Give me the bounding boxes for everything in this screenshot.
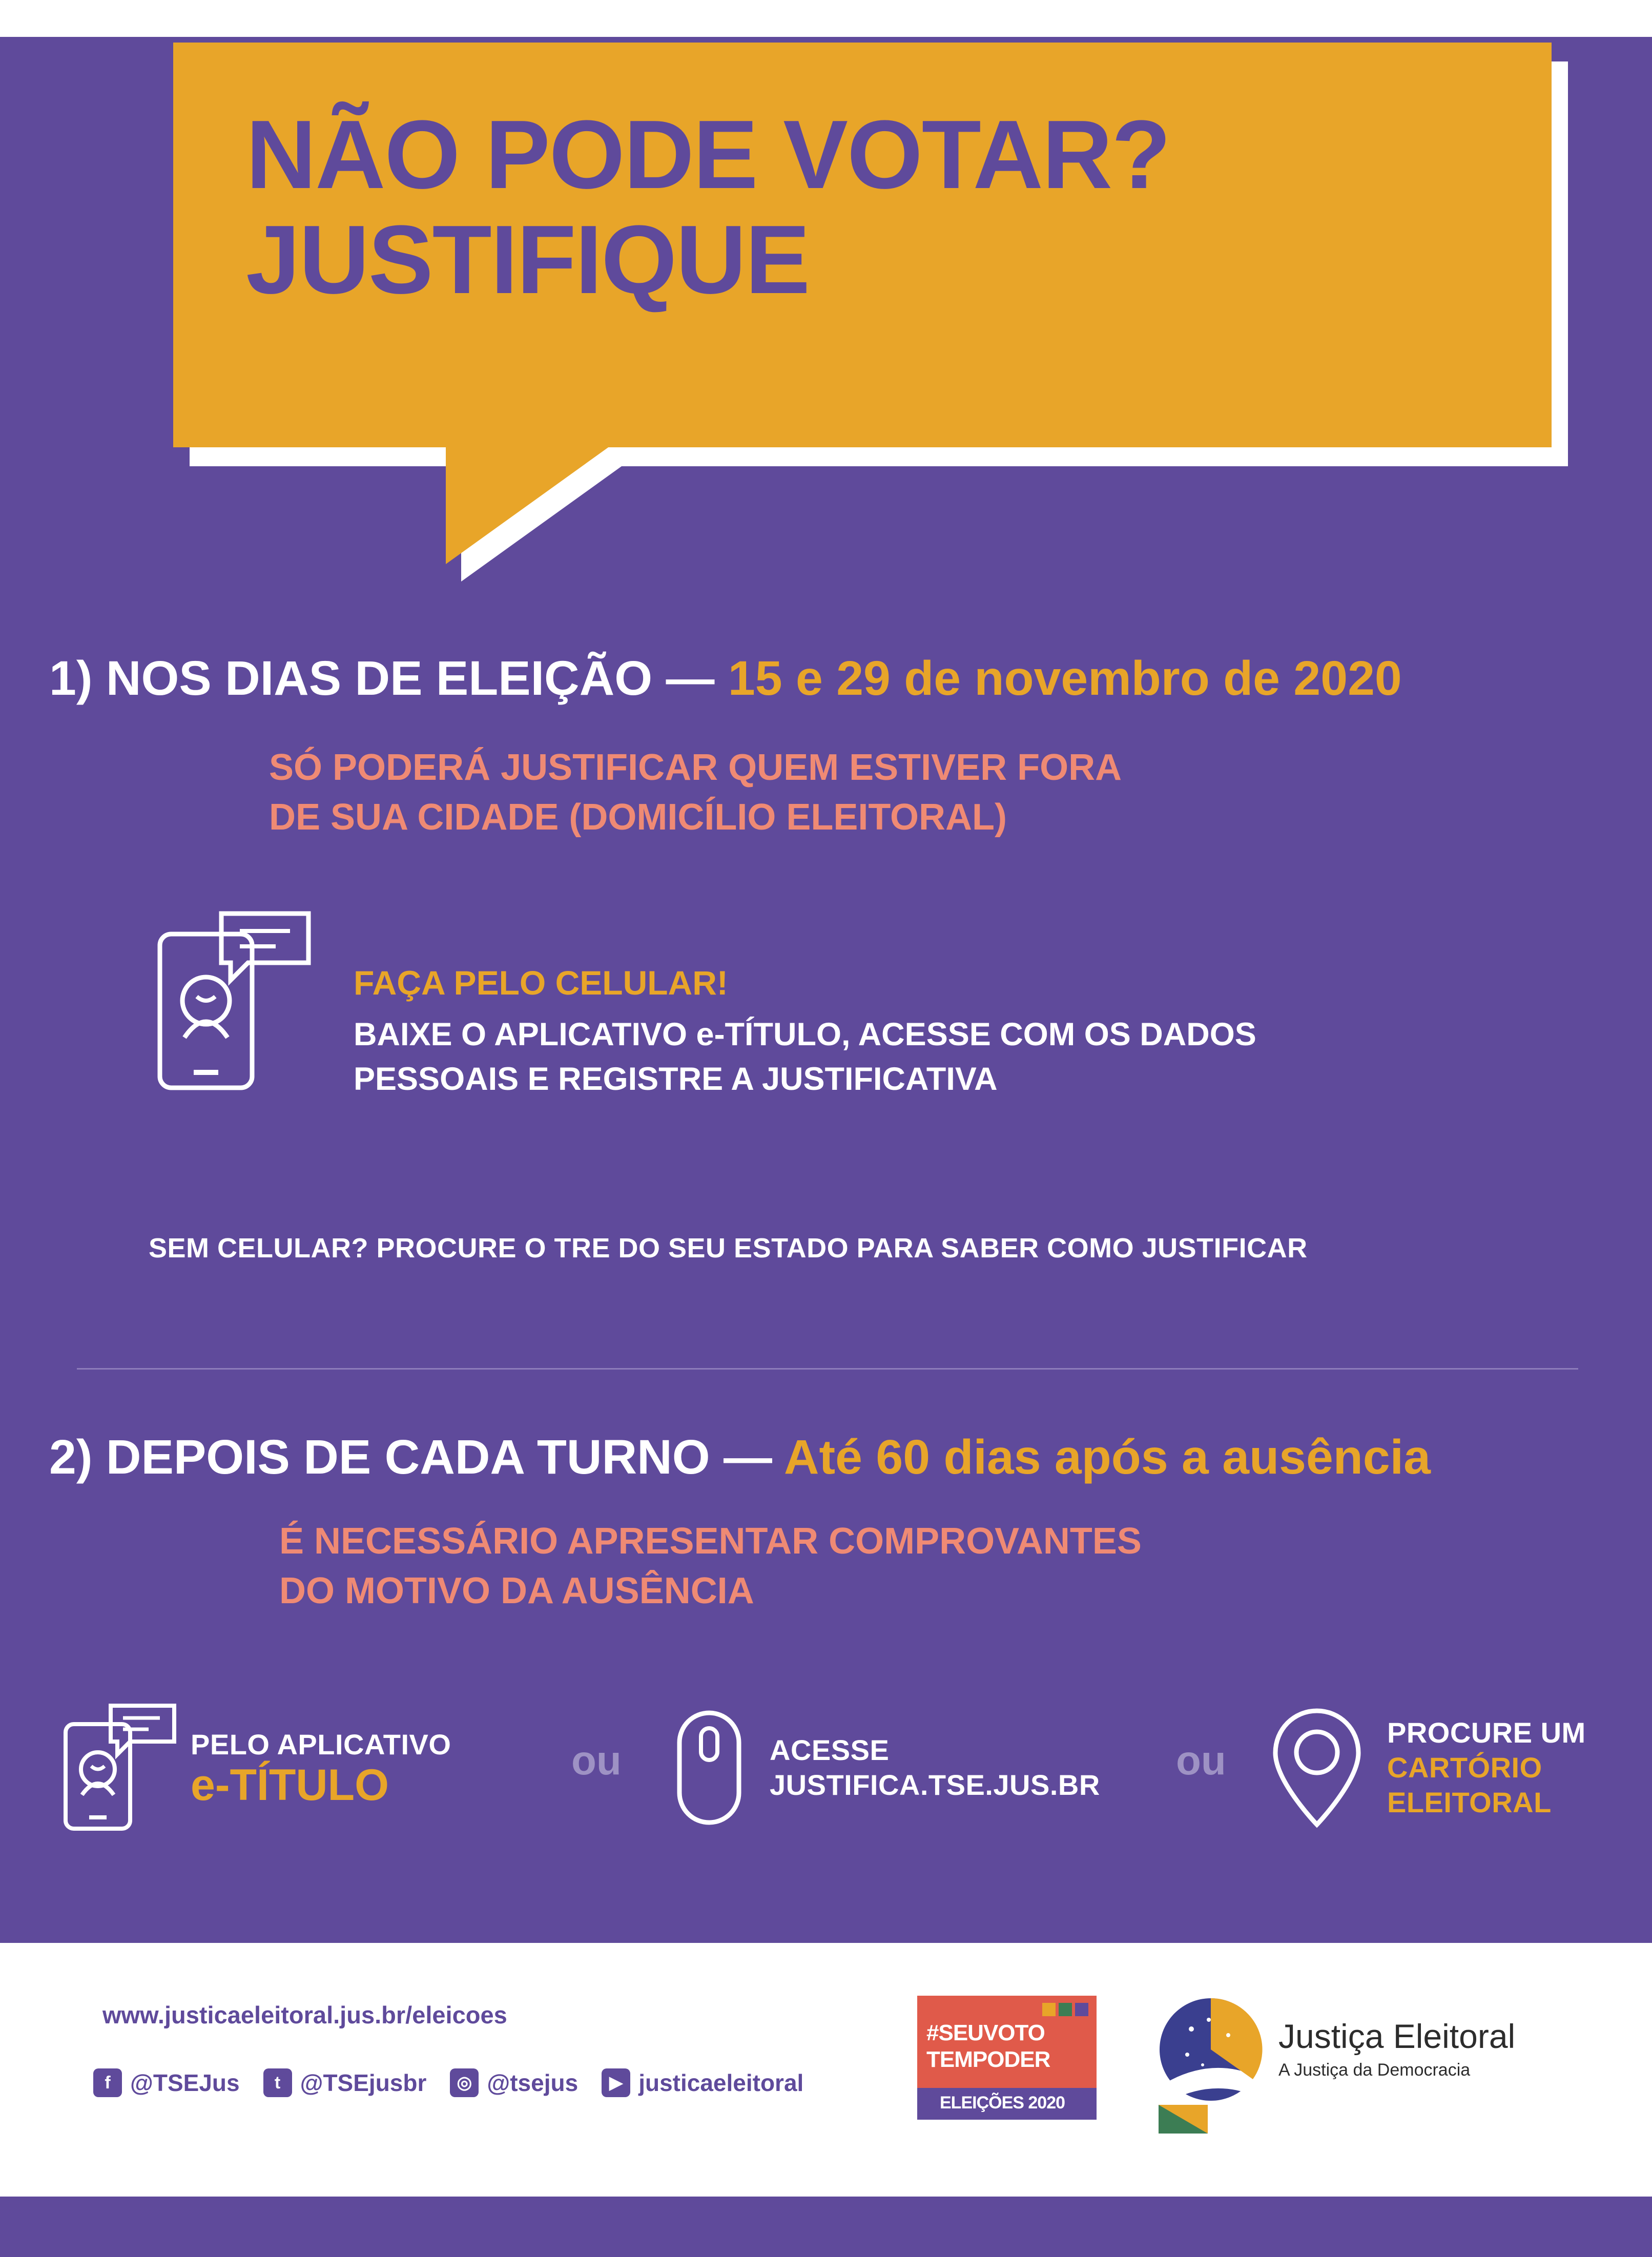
section-2-subtitle-line-1: É NECESSÁRIO APRESENTAR COMPROVANTES [279,1521,1142,1562]
option-app [61,1696,451,1839]
section-1-note: SEM CELULAR? PROCURE O TRE DO SEU ESTADO PARA SABER COMO JUSTIFICAR [149,1233,1308,1264]
section-2-deadline: Até 60 dias após a ausência [783,1430,1431,1484]
campaign-badge [917,1996,1097,2129]
youtube-icon: ▶ [602,2068,630,2097]
headline-line-1: NÃO PODE VOTAR? [246,100,1170,209]
campaign-line-1: #SEUVOTO [926,2020,1045,2045]
section-1-label: 1) NOS DIAS DE ELEIÇÃO — [49,651,728,706]
twitter-icon: t [263,2068,292,2097]
facebook-icon: f [93,2068,122,2097]
section-1-app-heading: FAÇA PELO CELULAR! [354,964,728,1002]
facebook-handle: @TSEJus [130,2069,240,2096]
section-2-subtitle-line-2: DO MOTIVO DA AUSÊNCIA [279,1570,754,1612]
institution-text [1278,2018,1515,2080]
headline-line-2: JUSTIFIQUE [246,205,810,315]
social-link-youtube[interactable] [602,2068,803,2097]
section-1-dates: 15 e 29 de novembro de 2020 [728,651,1402,706]
bottom-bar [0,2197,1652,2257]
social-link-instagram[interactable] [450,2068,578,2097]
option-website-label: ACESSE [770,1733,890,1766]
option-website-url[interactable]: JUSTIFICA.TSE.JUS.BR [770,1769,1100,1801]
section-2-subtitle [279,1517,1509,1616]
option-app-label: PELO APLICATIVO [191,1728,451,1761]
option-office-text [1387,1715,1586,1820]
option-app-name: e-TÍTULO [191,1761,389,1810]
social-link-twitter[interactable] [263,2068,427,2097]
option-app-text [191,1727,451,1809]
instagram-icon: ◎ [450,2068,479,2097]
option-website-text [770,1733,1100,1803]
footer-website[interactable]: www.justicaeleitoral.jus.br/eleicoes [102,2001,507,2028]
campaign-line-3: ELEIÇÕES 2020 [940,2093,1065,2113]
balloon-tail [446,446,610,564]
social-links [93,2065,827,2101]
section-2-label: 2) DEPOIS DE CADA TURNO — [49,1430,784,1484]
section-1-subtitle-line-2: DE SUA CIDADE (DOMICÍLIO ELEITORAL) [269,797,1007,838]
separator-or-2: ou [1176,1737,1226,1783]
section-2-options [61,1696,1599,1850]
section-divider [77,1368,1578,1370]
section-1-subtitle-line-1: SÓ PODERÁ JUSTIFICAR QUEM ESTIVER FORA [269,747,1122,788]
map-pin-icon [1263,1704,1376,1832]
option-office-label: PROCURE UM [1387,1716,1586,1749]
justica-eleitoral-logo [1155,1988,1576,2137]
section-1-app-instructions [354,963,1558,1102]
phone-chat-icon [154,909,318,1094]
social-link-facebook[interactable] [93,2068,240,2097]
youtube-handle: justicaeleitoral [638,2069,804,2096]
page-title [246,102,1527,313]
section-1-title [49,651,1612,707]
section-1-app-line-2: PESSOAIS E REGISTRE A JUSTIFICATIVA [354,1061,998,1097]
campaign-line-2: TEMPODER [926,2047,1050,2072]
institution-name: Justiça Eleitoral [1278,2017,1516,2055]
twitter-handle: @TSEjusbr [300,2069,427,2096]
section-2-title [49,1430,1612,1485]
separator-or-1: ou [571,1737,622,1783]
section-1-subtitle [269,743,1499,842]
instagram-handle: @tsejus [487,2069,579,2096]
option-office [1263,1696,1586,1839]
phone-chat-icon [61,1704,179,1832]
option-office-line-2: ELEITORAL [1387,1786,1552,1819]
mouse-icon [661,1704,758,1832]
option-office-line-1: CARTÓRIO [1387,1751,1542,1784]
institution-tagline: A Justiça da Democracia [1278,2060,1471,2080]
section-1-app-line-1: BAIXE O APLICATIVO e-TÍTULO, ACESSE COM OS DADOS [354,1017,1256,1052]
option-website [661,1696,1100,1839]
